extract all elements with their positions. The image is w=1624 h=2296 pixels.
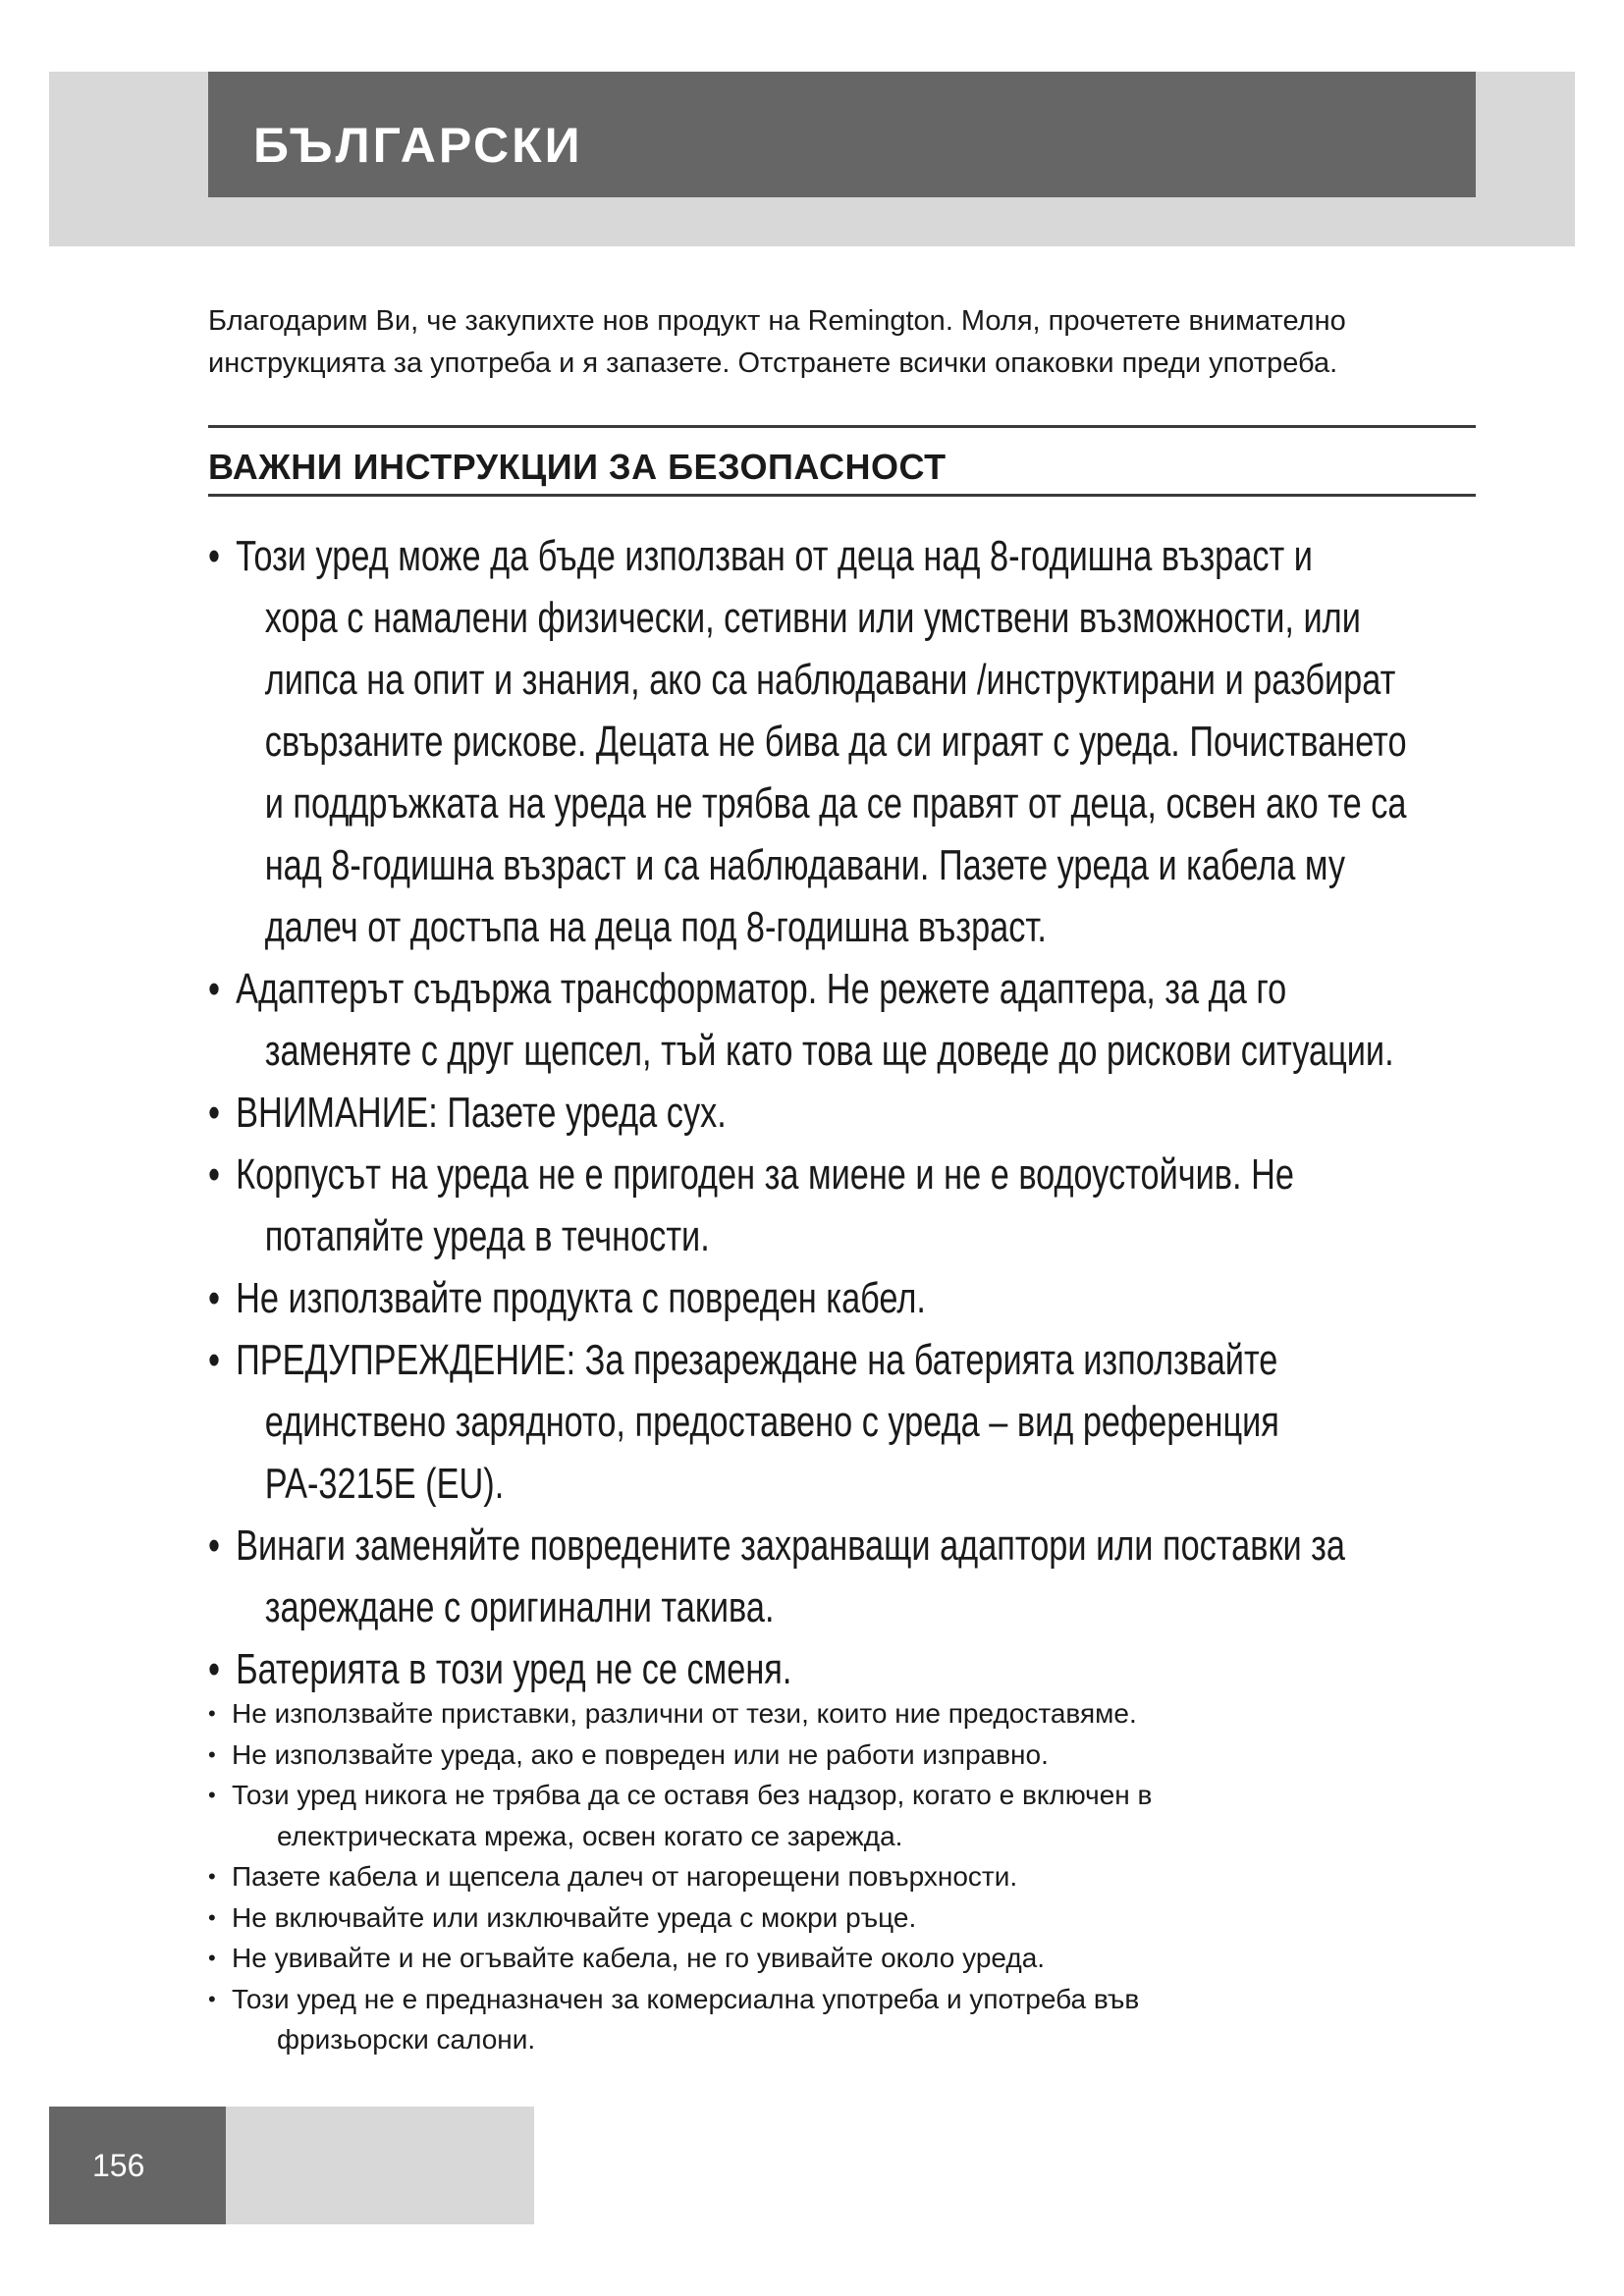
list-item-text: Този уред може да бъде използван от деца над 8-годишна възраст и (236, 532, 1313, 580)
page-number: 156 (92, 2148, 145, 2183)
list-item-text: Батерията в този уред не се сменя. (236, 1645, 792, 1693)
instruction-item (208, 1329, 1494, 1515)
instruction-item (208, 958, 1494, 1082)
page-title: БЪЛГАРСКИ (253, 118, 583, 173)
header-box (208, 72, 1476, 197)
instruction-item (208, 1082, 1494, 1144)
list-item-continuation: над 8-годишна възраст и са наблюдавани. Пазете уреда и кабела му (264, 841, 1346, 889)
instruction-item (208, 1979, 1485, 2060)
list-item-text: ПРЕДУПРЕЖДЕНИЕ: За презареждане на батерията използвайте (236, 1336, 1278, 1384)
list-item-continuation: хора с намалени физически, сетивни или умствени възможности, или (264, 594, 1361, 642)
list-item-continuation: зареждане с оригинални такива. (264, 1583, 775, 1631)
list-item-text: ВНИМАНИЕ: Пазете уреда сух. (236, 1089, 727, 1137)
list-item-continuation: свързаните рискове. Децата не бива да си играят с уреда. Почистването (264, 718, 1407, 766)
safety-instructions-large-list (208, 525, 1494, 1700)
instruction-item (208, 1897, 1485, 1939)
list-item-text: Не използвайте уреда, ако е повреден или не работи изправно. (232, 1738, 1049, 1770)
section-divider (208, 425, 1476, 428)
list-item-text: Винаги заменяйте повредените захранващи адаптори или поставки за (236, 1522, 1346, 1570)
list-item-text: Корпусът на уреда не е пригоден за миене и не е водоустойчив. Не (236, 1150, 1294, 1199)
instruction-item (208, 525, 1494, 958)
list-item-continuation: единствено зарядното, предоставено с уреда – вид референция (264, 1398, 1279, 1446)
instruction-item (208, 1638, 1494, 1700)
list-item-continuation: PA-3215E (EU). (264, 1460, 505, 1508)
list-item-continuation: заменяте с друг щепсел, тъй като това ще доведе до рискови ситуации. (264, 1027, 1394, 1075)
instruction-item (208, 1735, 1485, 1776)
intro-paragraph (208, 300, 1485, 385)
list-item-text: Не използвайте приставки, различни от тези, които ние предоставяме. (232, 1698, 1137, 1729)
list-item-continuation: потапяйте уреда в течности. (264, 1212, 710, 1260)
list-item-continuation: и поддръжката на уреда не трябва да се правят от деца, освен ако те са (264, 779, 1407, 828)
list-item-continuation: далеч от достъпа на деца под 8-годишна възраст. (264, 903, 1047, 951)
list-item-continuation: фризьорски салони. (277, 2024, 536, 2055)
section-divider (208, 494, 1476, 497)
section-heading: ВАЖНИ ИНСТРУКЦИИ ЗА БЕЗОПАСНОСТ (208, 447, 947, 487)
list-item-text: Този уред никога не трябва да се оставя без надзор, когато е включен в (232, 1780, 1153, 1810)
footer-box (49, 2107, 226, 2224)
instruction-item (208, 1775, 1485, 1856)
instruction-item (208, 1267, 1494, 1329)
list-item-continuation: електрическата мрежа, освен когато се зарежда. (277, 1820, 903, 1851)
list-item-continuation: липса на опит и знания, ако са наблюдавани /инструктирани и разбират (264, 656, 1396, 704)
list-item-text: Пазете кабела и щепсела далеч от нагорещени повърхности. (232, 1861, 1018, 1892)
intro-line: инструкцията за употреба и я запазете. Отстранете всички опаковки преди употреба. (208, 347, 1338, 379)
list-item-text: Не включвайте или изключвайте уреда с мокри ръце. (232, 1901, 917, 1933)
intro-line: Благодарим Ви, че закупихте нов продукт на Remington. Моля, прочетете внимателно (208, 305, 1346, 337)
list-item-text: Не използвайте продукта с повреден кабел. (236, 1274, 926, 1322)
instruction-item (208, 1693, 1485, 1735)
list-item-text: Не увивайте и не огъвайте кабела, не го увивайте около уреда. (232, 1943, 1046, 1973)
instruction-item (208, 1856, 1485, 1897)
list-item-text: Адаптерът съдържа трансформатор. Не режете адаптера, за да го (236, 965, 1287, 1013)
instruction-item (208, 1144, 1494, 1267)
instruction-item (208, 1515, 1494, 1638)
safety-instructions-small-list (208, 1693, 1485, 2060)
list-item-text: Този уред не е предназначен за комерсиална употреба и употреба във (232, 1983, 1140, 2014)
instruction-item (208, 1938, 1485, 1979)
